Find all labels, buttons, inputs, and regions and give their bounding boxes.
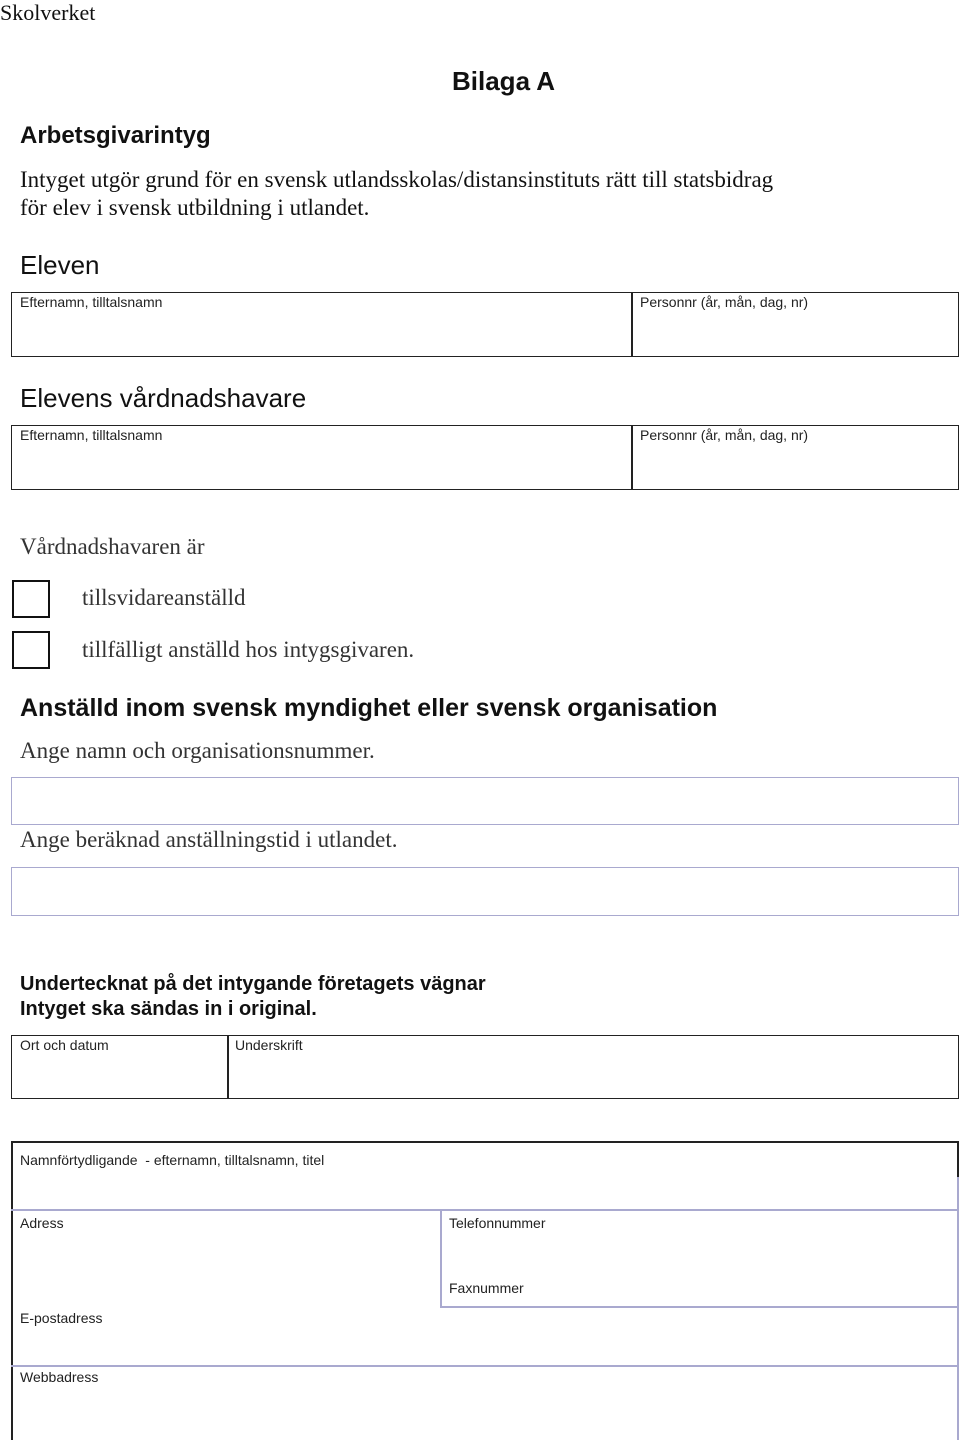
signature-box-divider xyxy=(227,1035,229,1099)
email-label: E-postadress xyxy=(20,1310,103,1326)
contact-right-border xyxy=(957,1141,959,1177)
temporary-employment-label: tillfälligt anställd hos intygsgivaren. xyxy=(82,637,415,662)
appendix-label: Bilaga A xyxy=(452,66,556,96)
contact-right-border-lower xyxy=(957,1177,959,1440)
temporary-employment-checkbox[interactable] xyxy=(12,631,50,669)
address-field[interactable] xyxy=(14,1234,438,1304)
place-date-label: Ort och datum xyxy=(20,1037,109,1053)
contact-row-divider-1 xyxy=(11,1209,959,1211)
contact-left-border xyxy=(11,1141,13,1440)
organisation-name-field[interactable] xyxy=(16,781,958,823)
guardian-box-divider xyxy=(631,425,633,490)
student-heading: Eleven xyxy=(20,250,100,280)
contact-column-divider xyxy=(440,1209,442,1306)
fax-field[interactable] xyxy=(444,1298,954,1304)
duration-field[interactable] xyxy=(16,871,958,914)
fax-label: Faxnummer xyxy=(449,1280,524,1296)
student-id-field[interactable] xyxy=(636,314,958,354)
place-date-field[interactable] xyxy=(14,1056,224,1096)
guardian-heading: Elevens vårdnadshavare xyxy=(20,383,307,413)
phone-field[interactable] xyxy=(444,1234,954,1274)
web-field[interactable] xyxy=(14,1389,954,1437)
permanent-employment-checkbox[interactable] xyxy=(12,580,50,618)
student-name-field[interactable] xyxy=(14,314,630,354)
agency-name: Skolverket xyxy=(0,0,96,25)
intro-line-2: för elev i svensk utbildning i utlandet. xyxy=(20,195,370,220)
email-field[interactable] xyxy=(14,1330,954,1362)
form-title: Arbetsgivarintyg xyxy=(20,122,211,149)
student-name-label: Efternamn, tilltalsnamn xyxy=(20,294,163,310)
guardian-name-label: Efternamn, tilltalsnamn xyxy=(20,427,163,443)
intro-line-1: Intyget utgör grund för en svensk utlandsskolas/distansinstituts rätt till statsbidrag xyxy=(20,167,774,192)
signature-heading-line-2: Intyget ska sändas in i original. xyxy=(20,998,317,1020)
signature-field[interactable] xyxy=(232,1056,956,1096)
contact-top-border xyxy=(11,1141,959,1143)
guardian-id-field[interactable] xyxy=(636,447,958,487)
signature-heading-line-1: Undertecknat på det intygande företagets vägnar xyxy=(20,973,486,995)
organisation-name-prompt: Ange namn och organisationsnummer. xyxy=(20,738,375,763)
student-box-divider xyxy=(631,292,633,357)
contact-row-divider-3 xyxy=(11,1365,959,1367)
employment-lead: Vårdnadshavaren är xyxy=(20,534,205,559)
contact-row-divider-2 xyxy=(440,1306,959,1308)
phone-label: Telefonnummer xyxy=(449,1215,546,1231)
name-clarification-field[interactable] xyxy=(14,1172,954,1206)
guardian-name-field[interactable] xyxy=(14,447,630,487)
permanent-employment-label: tillsvidareanställd xyxy=(82,585,246,610)
signature-label: Underskrift xyxy=(235,1037,303,1053)
organisation-heading: Anställd inom svensk myndighet eller svensk organisation xyxy=(20,694,718,722)
name-clarification-label: Namnförtydligande - efternamn, tilltalsnamn, titel xyxy=(20,1152,325,1168)
guardian-id-label: Personnr (år, mån, dag, nr) xyxy=(640,427,809,443)
web-label: Webbadress xyxy=(20,1369,99,1385)
duration-prompt: Ange beräknad anställningstid i utlandet. xyxy=(20,827,398,852)
address-label: Adress xyxy=(20,1215,64,1231)
student-id-label: Personnr (år, mån, dag, nr) xyxy=(640,294,809,310)
